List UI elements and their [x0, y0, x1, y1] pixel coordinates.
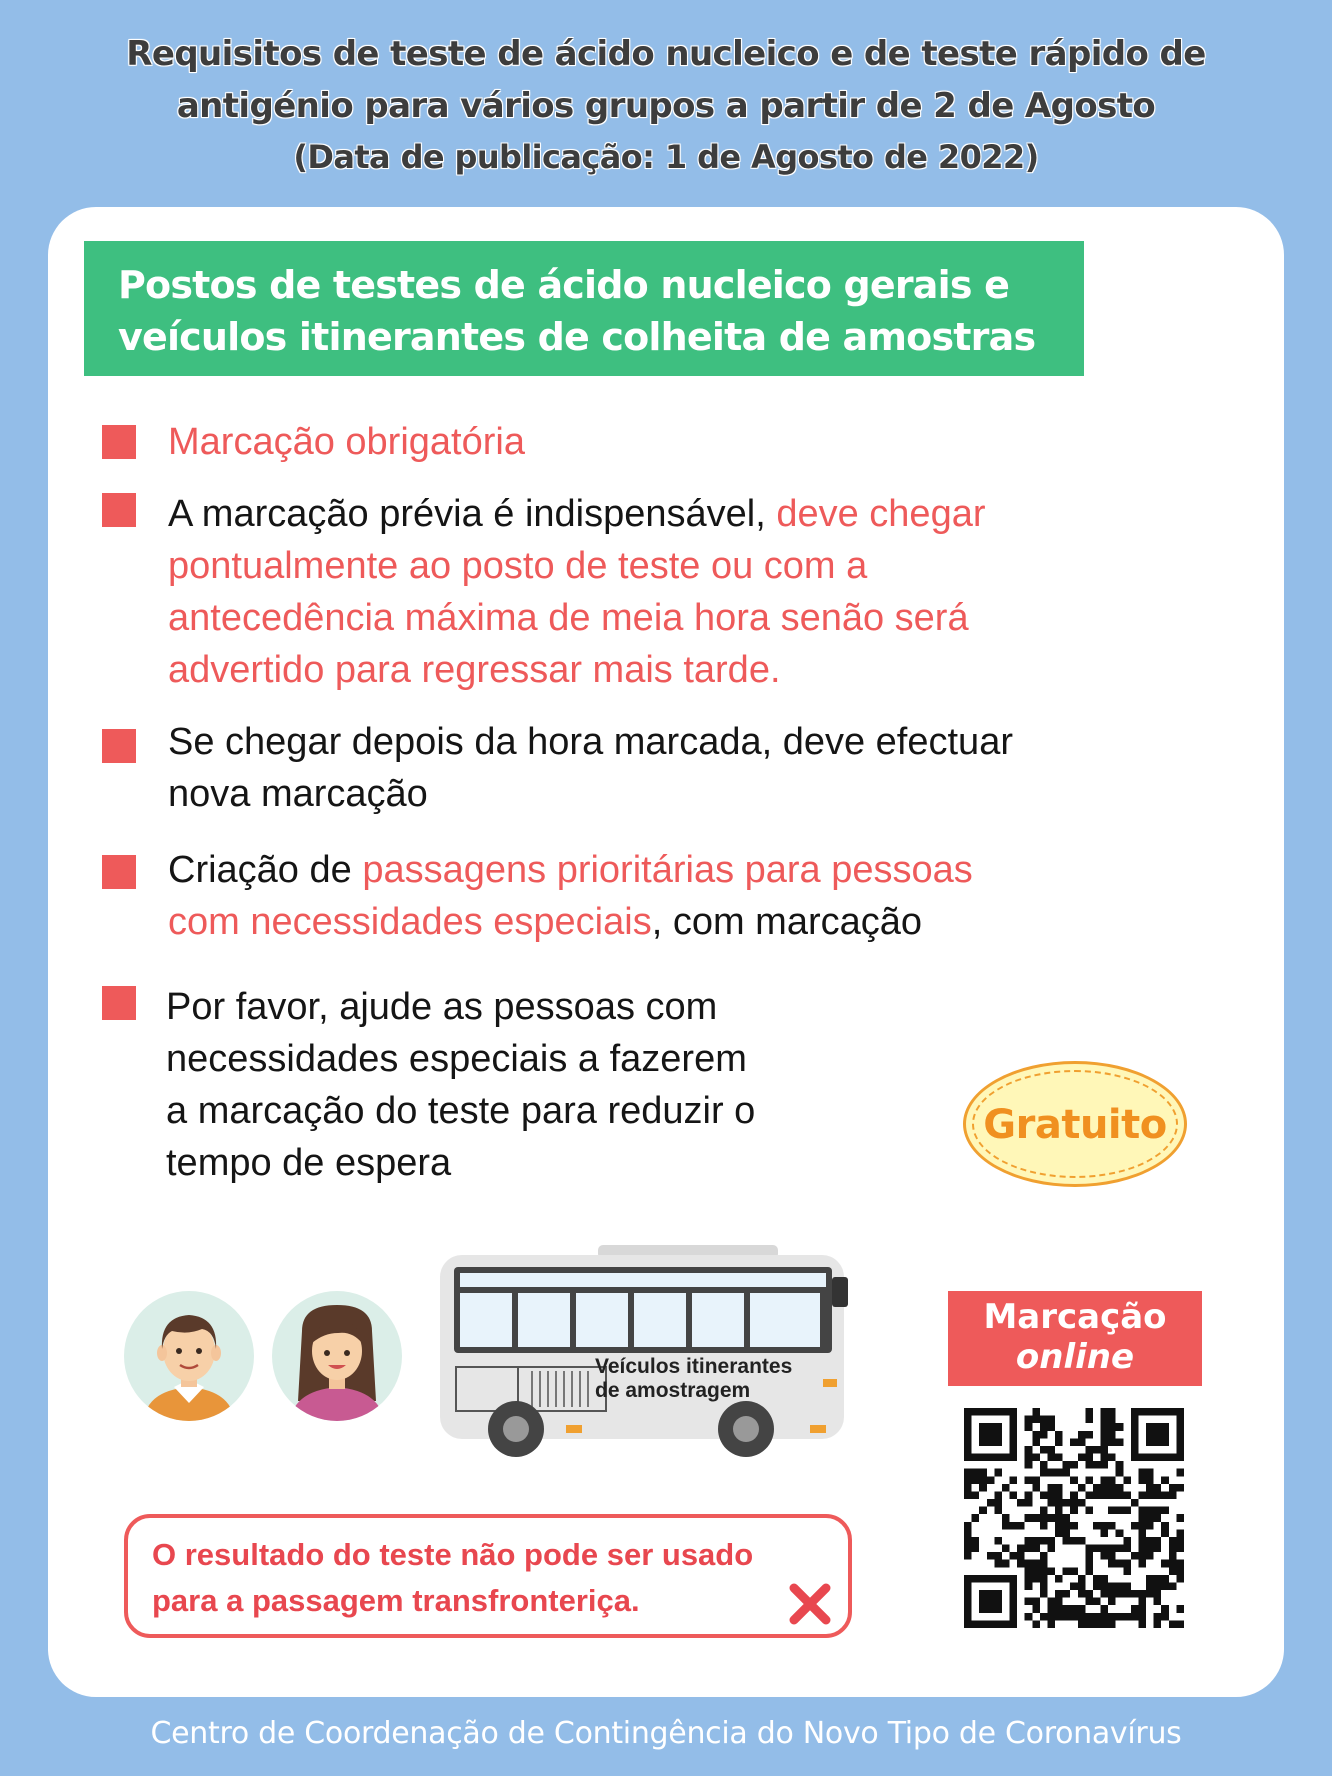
- item-3: [168, 716, 1013, 820]
- item-4: [168, 844, 973, 948]
- bullet-square: [102, 855, 136, 889]
- woman-avatar-icon: [272, 1291, 402, 1421]
- online-booking-label: [948, 1291, 1202, 1386]
- qr-code[interactable]: [964, 1408, 1184, 1628]
- banner-line-1: Postos de testes de ácido nucleico gerais e: [118, 263, 1010, 307]
- page-header: [0, 28, 1332, 182]
- bullet-square: [102, 493, 136, 527]
- online-booking-line-1: Marcação: [983, 1297, 1167, 1337]
- item-2-red-2: pontualmente ao posto de teste ou com a: [168, 545, 868, 587]
- item-3-line-1: Se chegar depois da hora marcada, deve efectuar: [168, 721, 1013, 763]
- item-1: [168, 416, 525, 468]
- section-banner: [84, 241, 1084, 376]
- item-3-line-2: nova marcação: [168, 773, 428, 815]
- item-2-red-1: deve chegar: [776, 493, 986, 535]
- bullet-square: [102, 425, 136, 459]
- item-2: [168, 488, 986, 696]
- bullet-square: [102, 986, 136, 1020]
- item-4-black-1: Criação de: [168, 849, 363, 891]
- item-5-line-2: necessidades especiais a fazerem: [166, 1038, 747, 1080]
- item-5-line-1: Por favor, ajude as pessoas com: [166, 986, 718, 1028]
- footer-organization: Centro de Coordenação de Contingência do Novo Tipo de Coronavírus: [150, 1716, 1182, 1751]
- title-line-1: Requisitos de teste de ácido nucleico e de teste rápido de: [126, 34, 1206, 74]
- cross-icon: [788, 1582, 832, 1631]
- item-2-red-3: antecedência máxima de meia hora senão será: [168, 597, 969, 639]
- item-4-red-1: passagens prioritárias para pessoas: [362, 849, 973, 891]
- banner-line-2: veículos itinerantes de colheita de amostras: [118, 315, 1036, 359]
- warning-line-1: O resultado do teste não pode ser usado: [152, 1537, 754, 1572]
- bullet-square: [102, 729, 136, 763]
- bus-label-line-2: de amostragem: [595, 1379, 751, 1402]
- bus-icon: [438, 1245, 858, 1460]
- title-line-2: antigénio para vários grupos a partir de 2 de Agosto: [176, 86, 1156, 126]
- man-avatar-icon: [124, 1291, 254, 1421]
- free-badge: [963, 1061, 1187, 1187]
- warning-box: [124, 1514, 852, 1638]
- item-5: [166, 981, 755, 1189]
- item-4-red-2: com necessidades especiais: [168, 901, 652, 943]
- online-booking-line-2: online: [1015, 1337, 1135, 1377]
- item-5-line-3: a marcação do teste para reduzir o: [166, 1090, 756, 1132]
- bus-label: [595, 1355, 792, 1403]
- item-2-black: A marcação prévia é indispensável,: [168, 493, 777, 535]
- item-2-red-4: advertido para regressar mais tarde.: [168, 649, 781, 691]
- warning-line-2: para a passagem transfronteriça.: [152, 1583, 640, 1618]
- free-badge-label: Gratuito: [983, 1102, 1167, 1148]
- item-4-black-2: , com marcação: [651, 901, 923, 943]
- item-1-text: Marcação obrigatória: [168, 421, 525, 463]
- item-5-line-4: tempo de espera: [166, 1142, 452, 1184]
- publication-date: (Data de publicação: 1 de Agosto de 2022): [293, 138, 1039, 176]
- bus-label-line-1: Veículos itinerantes: [595, 1355, 793, 1378]
